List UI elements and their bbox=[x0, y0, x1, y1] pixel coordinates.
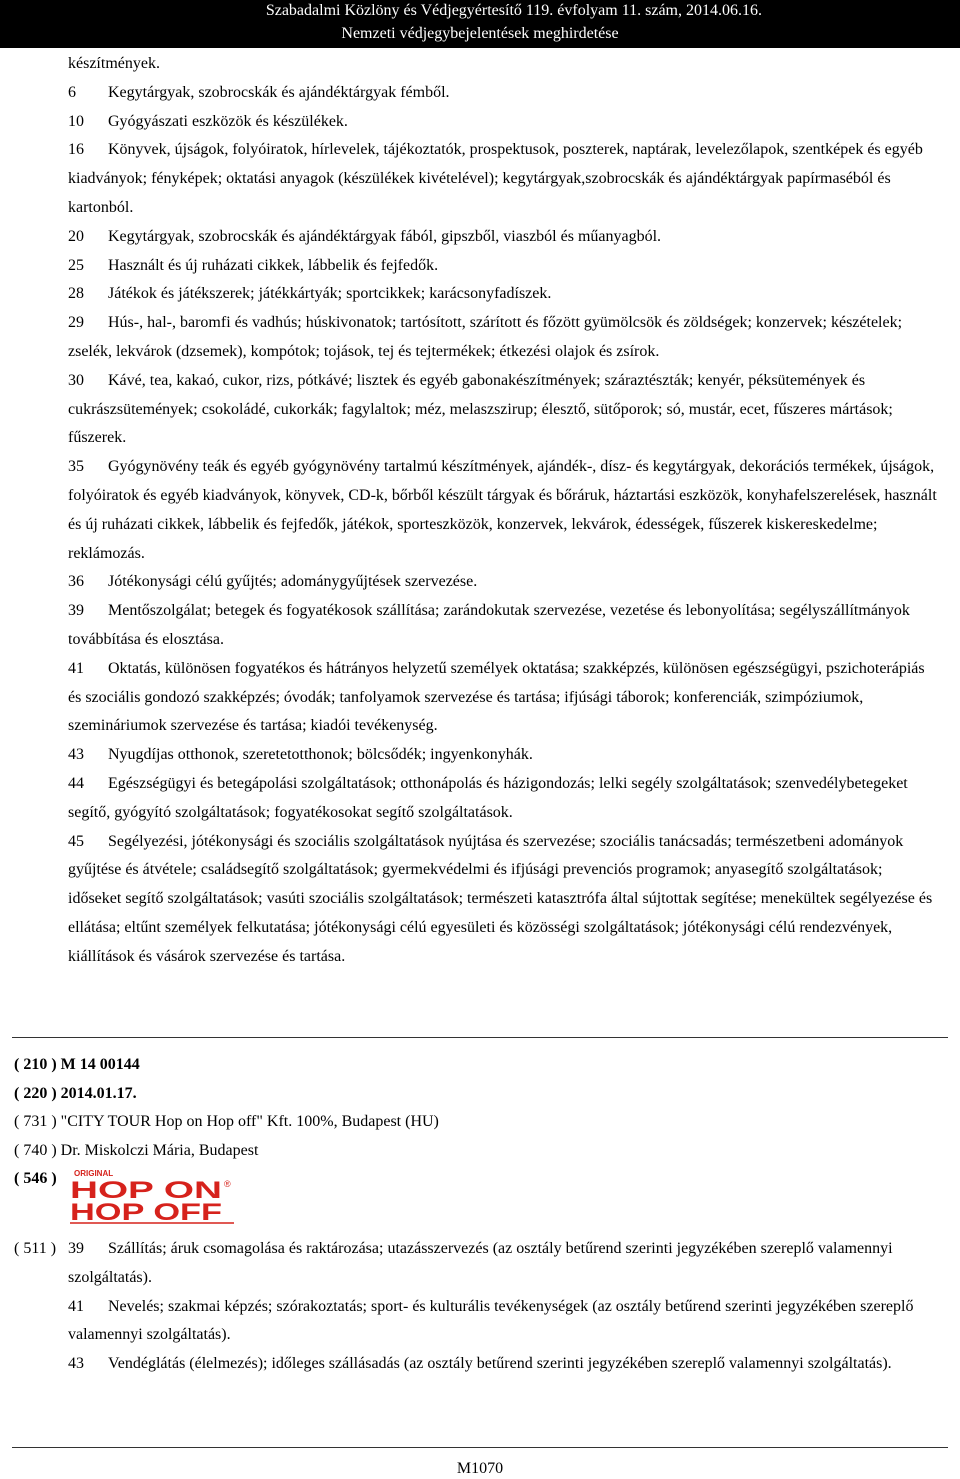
application-number: M 14 00144 bbox=[60, 1056, 140, 1073]
class-number: 29 bbox=[68, 314, 84, 332]
class-item bbox=[68, 741, 938, 770]
hop-on-hop-off-logo bbox=[68, 1167, 236, 1225]
class-number: 20 bbox=[68, 227, 84, 245]
class-number: 16 bbox=[68, 141, 84, 159]
logo-line1: HOP ON bbox=[70, 1177, 222, 1204]
class-number: 30 bbox=[68, 371, 84, 389]
page-number: M1070 bbox=[456, 1460, 504, 1477]
class-text: Mentőszolgálat; betegek és fogyatékosok szállítása; zarándokutak szervezése, vezetése és lebonyolítása; segélyszállítmányok továbbítása és elosztása. bbox=[68, 602, 910, 648]
service-text: Nevelés; szakmai képzés; szórakoztatás; sport- és kulturális tevékenységek (az osztály betűrend szerinti jegyzékében szereplő valamennyi szolgáltatás). bbox=[68, 1297, 914, 1344]
class-number: 41 bbox=[68, 659, 84, 677]
section-title: Nemzeti védjegybejelentések meghirdetése bbox=[341, 25, 619, 42]
class-number: 43 bbox=[68, 746, 84, 764]
class-text: Kegytárgyak, szobrocskák és ajándéktárgyak fémből. bbox=[108, 83, 450, 101]
class-text: Használt és új ruházati cikkek, lábbelik és fejfedők. bbox=[108, 256, 439, 274]
service-class-number: 39 bbox=[68, 1240, 84, 1257]
service-class-number: 41 bbox=[68, 1297, 84, 1315]
class-item bbox=[68, 770, 938, 828]
filing-date: 2014.01.17. bbox=[60, 1084, 137, 1102]
class-text: Jótékonysági célú gyűjtés; adománygyűjtések szervezése. bbox=[108, 573, 478, 591]
service-item bbox=[14, 1350, 934, 1379]
class-text: Könyvek, újságok, folyóiratok, hírlevelek, tájékoztatók, prospektusok, poszterek, naptárak, levelezőlapok, szentképek és egyéb kiadványok; fényképek; oktatási anyagok (készülékek kivételével); kegytárgyak,szobrocskák és ajándéktárgyak papírmaséból és kartonból. bbox=[68, 141, 923, 216]
class-item bbox=[68, 252, 938, 281]
class-text: Segélyezési, jótékonysági és szociális szolgáltatások nyújtása és szervezése; szociális tanácsadás; természetbeni adományok gyűjtése és átvétele; családsegítő szolgáltatások; gyermekvédelmi és ifjúsági prevenciós programok; anyasegítő szolgáltatások; időseket segítő szolgáltatások; vasúti szociális szolgáltatások; természeti katasztrófa által sújtottak segítése; menekültek segélyezése és ellátása; eltűnt személyek felkutatása; jótékonysági célú egyesületi és közösségi szolgáltatások; jótékonysági célú rendezvények, kiállítások és vásárok szervezése és tartása. bbox=[68, 832, 933, 965]
service-text: Szállítás; áruk csomagolása és raktározása; utazásszervezés (az osztály betűrend szerinti jegyzékében szereplő valamennyi szolgáltatás). bbox=[68, 1240, 893, 1286]
service-item bbox=[14, 1293, 934, 1351]
field-220: ( 220 ) 2014.01.17. bbox=[14, 1084, 137, 1102]
class-item bbox=[68, 597, 938, 655]
class-text: Gyógyászati eszközök és készülékek. bbox=[108, 112, 348, 130]
class-item bbox=[68, 108, 938, 137]
logo-original-text: ORIGINAL bbox=[74, 1169, 114, 1178]
class-text: Hús-, hal-, baromfi és vadhús; húskivonatok; tartósított, szárított és főzött gyümölcsök és zöldségek; konzervek; készételek; zselék, lekvárok (dzsemek), kompótok; tojások, tej és tejtermékek; étkezési olajok és zsírok. bbox=[68, 314, 903, 360]
class-number: 45 bbox=[68, 832, 84, 850]
class-number: 28 bbox=[68, 285, 84, 303]
field-546: ( 546 ) bbox=[14, 1170, 57, 1188]
class-number: 39 bbox=[68, 602, 84, 620]
class-item bbox=[68, 568, 938, 597]
class-item bbox=[68, 367, 938, 453]
footer-divider bbox=[12, 1447, 948, 1448]
class-number: 10 bbox=[68, 112, 84, 130]
class-list bbox=[68, 48, 938, 972]
field-210: ( 210 ) M 14 00144 bbox=[14, 1056, 140, 1073]
class-item bbox=[68, 655, 938, 741]
services-list bbox=[14, 1235, 934, 1379]
class-item bbox=[68, 309, 938, 367]
class-item bbox=[68, 280, 938, 309]
class-text: Kegytárgyak, szobrocskák és ajándéktárgyak fából, gipszből, viaszból és műanyagból. bbox=[108, 227, 662, 245]
class-item bbox=[68, 828, 938, 972]
class-item bbox=[68, 223, 938, 252]
class-number: 44 bbox=[68, 774, 84, 792]
page-header bbox=[0, 0, 960, 48]
section-divider bbox=[12, 1037, 948, 1038]
class-number: 35 bbox=[68, 458, 84, 476]
class-text: Játékok és játékszerek; játékkártyák; sportcikkek; karácsonyfadíszek. bbox=[108, 285, 552, 303]
class-number: 36 bbox=[68, 573, 84, 591]
class-item bbox=[68, 136, 938, 222]
logo-line2: HOP OFF bbox=[70, 1199, 222, 1225]
service-text: Vendéglátás (élelmezés); időleges szállásadás (az osztály betűrend szerinti jegyzékében szereplő valamennyi szolgáltatás). bbox=[108, 1355, 892, 1373]
class-item bbox=[68, 453, 938, 568]
service-item bbox=[14, 1235, 934, 1293]
class-number: 25 bbox=[68, 256, 84, 274]
class-text: Nyugdíjas otthonok, szeretetotthonok; bölcsődék; ingyenkonyhák. bbox=[108, 746, 533, 764]
journal-title: Szabadalmi Közlöny és Védjegyértesítő 119. évfolyam 11. szám, 2014.06.16. bbox=[265, 2, 762, 19]
class-text: Kávé, tea, kakaó, cukor, rizs, pótkávé; lisztek és egyéb gabonakészítmények; száraztészták; kenyér, péksütemények és cukrászsütemények; csokoládé, cukorkák; fagylaltok; méz, melaszszirup; élesztő, sütőporok; só, mustár, ecet, fűszeres mártások; fűszerek. bbox=[68, 371, 893, 447]
class-text: Egészségügyi és betegápolási szolgáltatások; otthonápolás és házigondozás; lelki segély szolgáltatások; szenvedélybetegeket segítő, gyógyító szolgáltatások; fogyatékosokat segítő szolgáltatások. bbox=[68, 774, 908, 821]
applicant: "CITY TOUR Hop on Hop off" Kft. 100%, Budapest (HU) bbox=[60, 1113, 439, 1131]
field-740: ( 740 ) Dr. Miskolczi Mária, Budapest bbox=[14, 1141, 259, 1159]
class-item: készítmények. bbox=[68, 55, 160, 72]
representative: Dr. Miskolczi Mária, Budapest bbox=[60, 1141, 259, 1159]
field-731: ( 731 ) "CITY TOUR Hop on Hop off" Kft. 100%, Budapest (HU) bbox=[14, 1113, 439, 1131]
class-number: 6 bbox=[68, 83, 76, 101]
service-class-number: 43 bbox=[68, 1355, 84, 1373]
logo-registered-mark: ® bbox=[224, 1179, 231, 1189]
class-text: Gyógynövény teák és egyéb gyógynövény tartalmú készítmények, ajándék-, dísz- és kegytárgyak, dekorációs termékek, újságok, folyóiratok és egyéb kiadványok, könyvek, CD-k, bőrből készült tárgyak és bőráruk, háztartási eszközök, konyhafelszerelések, használt és új ruházati cikkek, lábbelik és fejfedők, játékok, sporteszközök, konzervek, lekvárok, édességek, fűszerek kiskereskedelme; reklámozás. bbox=[68, 458, 937, 562]
class-text: Oktatás, különösen fogyatékos és hátrányos helyzetű személyek oktatása; szakképzés, különösen egészségügyi, pszichoterápiás és szociális gondozó szakképzés; óvodák; tanfolyamok szervezése és tartása; ifjúsági táborok; konferenciák, szimpóziumok, szemináriumok szervezése és tartása; kiadói tevékenység. bbox=[68, 659, 925, 735]
class-item bbox=[68, 79, 938, 108]
field-511-label: ( 511 ) bbox=[14, 1240, 57, 1257]
